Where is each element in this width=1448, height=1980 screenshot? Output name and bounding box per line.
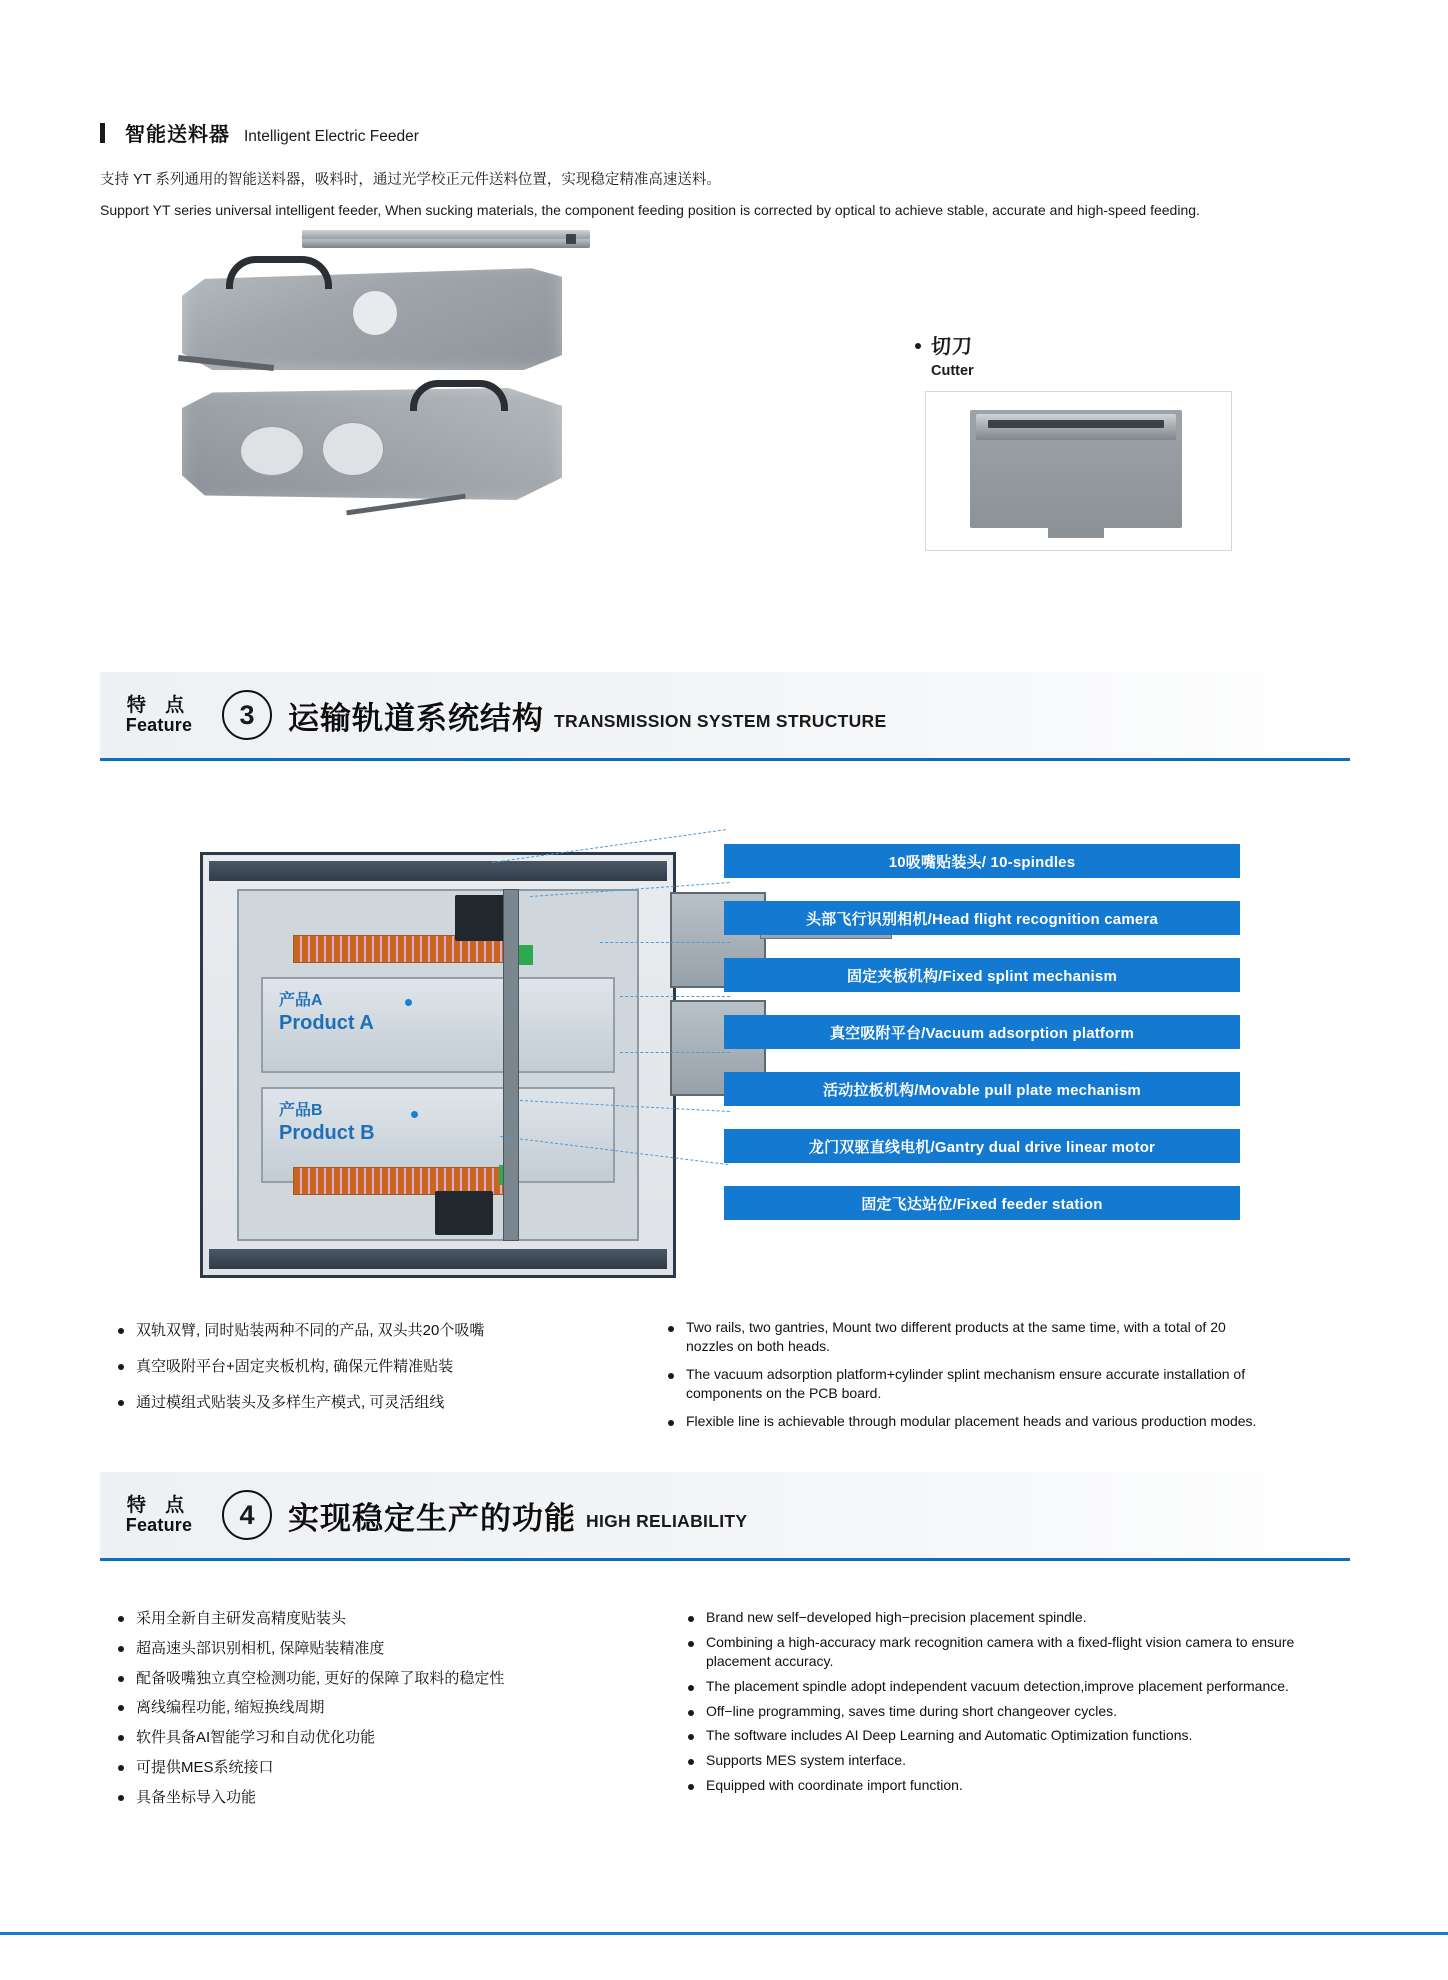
list-item-text: Two rails, two gantries, Mount two different products at the same time, with a total of 20 nozzles on both heads. — [686, 1319, 1226, 1354]
feature-3-label-en: Feature — [125, 714, 193, 735]
list-item-text: 配备吸嘴独立真空检测功能, 更好的保障了取料的稳定性 — [136, 1669, 505, 1687]
cutter-bullet-dot — [915, 343, 921, 349]
cutter-photo — [970, 410, 1182, 528]
rail-product-a — [261, 977, 615, 1073]
list-item — [118, 1787, 588, 1809]
bullet-icon — [118, 1400, 124, 1406]
feeder-title-cn: 智能送料器 — [125, 124, 230, 146]
feeder-description-cn: 支持 YT 系列通用的智能送料器，吸料时，通过光学校正元件送料位置，实现稳定精准高速送料。 — [100, 172, 721, 188]
cutter-heading — [915, 330, 1235, 359]
list-item-text: 双轨双臂, 同时贴装两种不同的产品, 双头共20个吸嘴 — [136, 1322, 485, 1339]
bullet-icon — [688, 1759, 694, 1765]
list-item — [668, 1365, 1268, 1403]
feature-4-banner — [100, 1472, 1350, 1561]
feature-3-bullets-cn — [118, 1320, 598, 1427]
list-item-text: 离线编程功能, 缩短换线周期 — [136, 1699, 325, 1717]
leader-line — [620, 996, 730, 997]
gantry-beam — [503, 889, 519, 1241]
bullet-icon — [118, 1328, 124, 1334]
list-item-text: 可提供MES系统接口 — [136, 1758, 274, 1776]
feeder-heading — [100, 118, 1350, 147]
bullet-icon — [688, 1710, 694, 1716]
machine-top-frame — [209, 861, 667, 881]
list-item-text: The vacuum adsorption platform+cylinder splint mechanism ensure accurate installation of components on the PCB board. — [686, 1365, 1246, 1401]
marker-dot — [405, 999, 412, 1006]
list-item-text: 具备坐标导入功能 — [136, 1788, 257, 1806]
feature-3-number: 3 — [222, 690, 272, 740]
product-b-label-en: Product B — [279, 1122, 375, 1144]
feature-3-label — [100, 696, 212, 735]
list-item — [668, 1412, 1268, 1431]
marker-dot — [411, 1111, 418, 1118]
list-item-text: Supports MES system interface. — [706, 1752, 906, 1769]
bullet-icon — [688, 1685, 694, 1691]
list-item-text: Equipped with coordinate import function. — [706, 1777, 963, 1794]
list-item — [118, 1608, 588, 1630]
heading-accent-bar — [100, 123, 105, 143]
transmission-system-diagram — [100, 800, 1350, 1300]
list-item-text: Off−line programming, saves time during short changeover cycles. — [706, 1702, 1117, 1719]
bullet-icon — [688, 1641, 694, 1647]
list-item — [118, 1638, 588, 1660]
list-item-text: 超高速头部识别相机, 保障贴装精准度 — [136, 1639, 385, 1657]
list-item — [688, 1726, 1308, 1745]
feature-3-title-en: TRANSMISSION SYSTEM STRUCTURE — [554, 710, 887, 731]
list-item-text: Brand new self−developed high−precision placement spindle. — [706, 1609, 1087, 1625]
callout-vacuum-platform: 真空吸附平台/Vacuum adsorption platform — [724, 1015, 1240, 1049]
list-item-text: The placement spindle adopt independent vacuum detection,improve placement performance. — [706, 1677, 1289, 1694]
feature-3-title-cn: 运输轨道系统结构 — [288, 700, 544, 736]
product-b-label-cn: 产品B — [279, 1102, 323, 1119]
list-item-text: Combining a high-accuracy mark recognition camera with a fixed-flight vision camera to ensure placement accuracy. — [706, 1633, 1295, 1669]
callout-10-spindles: 10吸嘴贴装头/ 10-spindles — [724, 844, 1240, 878]
feeder-upper-handle — [226, 256, 332, 289]
bullet-icon — [668, 1326, 674, 1332]
list-item — [688, 1776, 1308, 1795]
list-item-text: 采用全新自主研发高精度贴装头 — [136, 1610, 347, 1627]
list-item — [118, 1392, 598, 1414]
machine-bottom-frame — [209, 1249, 667, 1269]
list-item — [118, 1697, 588, 1719]
feature-3-bullets-en — [668, 1318, 1268, 1439]
bullet-icon — [668, 1420, 674, 1426]
status-led-top — [519, 945, 533, 965]
footer-rule — [0, 1932, 1448, 1935]
list-item — [688, 1608, 1308, 1627]
feature-4-label-en: Feature — [125, 1514, 193, 1535]
bullet-icon — [118, 1705, 124, 1711]
callout-gantry-linear-motor: 龙门双驱直线电机/Gantry dual drive linear motor — [724, 1129, 1240, 1163]
callout-movable-pull-plate: 活动拉板机构/Movable pull plate mechanism — [724, 1072, 1240, 1106]
bullet-icon — [688, 1784, 694, 1790]
feeder-description-en: Support YT series universal intelligent feeder, When sucking materials, the component feeding position is corrected by optical to achieve stable, accurate and high-speed feeding. — [100, 202, 1200, 219]
cutter-title-cn: 切刀 — [931, 336, 973, 358]
intelligent-feeder-photo — [170, 230, 590, 505]
callout-fixed-feeder-station: 固定飞达站位/Fixed feeder station — [724, 1186, 1240, 1220]
product-a-label-en: Product A — [279, 1012, 374, 1034]
feeder-section — [100, 118, 1350, 222]
feature-3-label-cn: 特 点 — [126, 694, 192, 716]
placement-head-bottom — [435, 1191, 493, 1235]
product-a-label — [279, 991, 374, 1036]
feature-4-title-en: HIGH RELIABILITY — [586, 1510, 748, 1531]
bullet-icon — [118, 1364, 124, 1370]
callout-head-flight-camera: 头部飞行识别相机/Head flight recognition camera — [724, 901, 1240, 935]
machine-inner-area — [237, 889, 639, 1241]
feature-4-title-cn: 实现稳定生产的功能 — [288, 1500, 576, 1536]
product-b-label — [279, 1101, 375, 1146]
bullet-icon — [118, 1795, 124, 1801]
bullet-icon — [118, 1616, 124, 1622]
list-item-text: 真空吸附平台+固定夹板机构, 确保元件精准贴装 — [136, 1357, 454, 1375]
list-item-text: Flexible line is achievable through modular placement heads and various production modes. — [686, 1412, 1257, 1429]
list-item — [118, 1727, 588, 1749]
feature-4-number: 4 — [222, 1490, 272, 1540]
bullet-icon — [118, 1646, 124, 1652]
cutter-photo-frame — [925, 391, 1232, 551]
feature-4-bullets-cn — [118, 1608, 588, 1816]
cutter-title-en: Cutter — [931, 363, 974, 379]
feature-3-banner — [100, 672, 1350, 761]
callout-fixed-splint: 固定夹板机构/Fixed splint mechanism — [724, 958, 1240, 992]
list-item — [118, 1757, 588, 1779]
list-item — [688, 1702, 1308, 1721]
leader-line — [600, 942, 730, 943]
bullet-icon — [688, 1734, 694, 1740]
product-a-label-cn: 产品A — [279, 992, 323, 1009]
list-item-text: 软件具备AI智能学习和自动优化功能 — [136, 1729, 376, 1746]
list-item — [688, 1751, 1308, 1770]
machine-top-view — [200, 852, 676, 1278]
feature-4-label — [100, 1496, 212, 1535]
list-item — [688, 1633, 1308, 1671]
list-item-text: The software includes AI Deep Learning and Automatic Optimization functions. — [706, 1727, 1193, 1744]
list-item — [688, 1677, 1308, 1696]
bullet-icon — [668, 1373, 674, 1379]
cutter-notch — [1048, 526, 1104, 538]
list-item — [668, 1318, 1268, 1356]
bullet-icon — [118, 1735, 124, 1741]
bullet-icon — [118, 1765, 124, 1771]
feature-4-label-cn: 特 点 — [126, 1494, 192, 1516]
cutter-block — [915, 330, 1235, 551]
list-item-text: 通过模组式贴装头及多样生产模式, 可灵活组线 — [136, 1393, 445, 1411]
list-item — [118, 1668, 588, 1690]
leader-line — [620, 1052, 730, 1053]
feeder-top-rail — [302, 230, 590, 248]
feeder-lower-handle — [410, 380, 508, 411]
feeder-title-en: Intelligent Electric Feeder — [244, 128, 419, 145]
feature-4-bullets-en — [688, 1608, 1308, 1801]
list-item — [118, 1320, 598, 1342]
bullet-icon — [118, 1676, 124, 1682]
list-item — [118, 1356, 598, 1378]
bullet-icon — [688, 1616, 694, 1622]
